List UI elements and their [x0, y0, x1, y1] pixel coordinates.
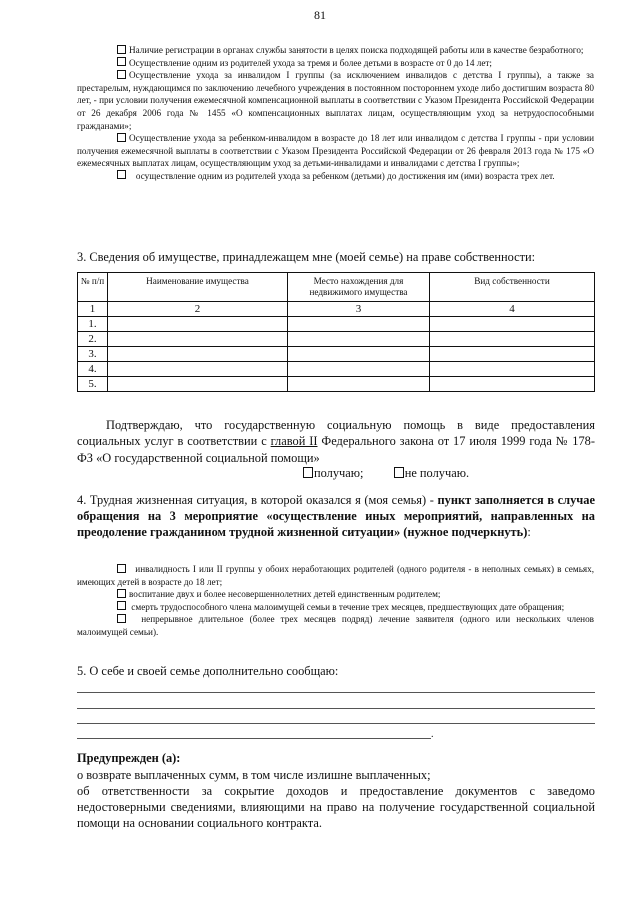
checkbox[interactable] [117, 133, 126, 142]
list-item: Осуществление ухода за инвалидом I группы (за исключением инвалидов с детства I группы), а также за престарелым, нуждающимся по заключению лечебного учреждения в постоянном постороннем уходе либо достигшим возраста 80 лет, - при условии получения ежемесячной компенсационной выплаты в соответствии с Указом Президента Российской Федерации от 26 декабря 2006 года № 1455 «О компенсационных выплатах лицам, осуществляющим уход за нетрудоспособными гражданами»; [77, 70, 594, 131]
list-item: инвалидность I или II группы у обоих неработающих родителей (одного родителя - в неполных семьях) в семьях, имеющих детей в возрасте до 18 лет; [77, 564, 595, 587]
col-index: 3 [288, 302, 430, 317]
col-header-number: № п/п [78, 273, 108, 302]
list-item: Наличие регистрации в органах службы занятости в целях поиска подходящей работы или в качестве безработного; [77, 44, 594, 57]
table-row: 1. [78, 317, 595, 332]
law-chapter-link[interactable]: главой II [270, 434, 318, 449]
section1-checklist [77, 44, 594, 183]
not-receive-checkbox[interactable] [394, 467, 404, 478]
receive-checkbox[interactable] [303, 467, 313, 478]
list-item: Осуществление одним из родителей ухода за тремя и более детьми в возрасте от 0 до 14 лет; [77, 57, 594, 70]
table-cell[interactable] [108, 377, 288, 392]
line-end-mark: . [431, 729, 434, 740]
property-table [77, 272, 595, 392]
checkbox[interactable] [117, 45, 126, 54]
table-cell[interactable] [108, 362, 288, 377]
section4-checklist [77, 563, 594, 639]
col-index: 4 [430, 302, 595, 317]
table-cell[interactable] [108, 317, 288, 332]
confirmation-paragraph: Подтверждаю, что государственную социальную помощь в виде предоставления социальных услуг в соответствии с главой II Федерального закона от 17 июля 1999 года № 178-ФЗ «О государственной социальной помощи» [77, 418, 595, 465]
col-index: 2 [108, 302, 288, 317]
list-item: Осуществление ухода за ребенком-инвалидом в возрасте до 18 лет или инвалидом с детства I группы - при условии получения ежемесячной выплаты в соответствии с Указом Президента Российской Федерации от 26 февраля 2013 года № 175 «О ежемесячных выплатах лицам, осуществляющим уход за детьми-инвалидами и инвалидами с детства I группы»; [77, 133, 594, 169]
checkbox[interactable] [117, 57, 126, 66]
table-cell[interactable] [430, 377, 595, 392]
section4-heading: 4. Трудная жизненная ситуация, в которой оказался я (моя семья) - пункт заполняется в случае обращения на 3 мероприятие «осуществление иных мероприятий, направленных на преодоление гражданином трудной жизненной ситуации» (нужное подчеркнуть): [77, 493, 595, 539]
table-cell[interactable] [288, 362, 430, 377]
col-header-location: Место нахождения для недвижимого имущества [288, 273, 430, 302]
table-cell[interactable] [288, 317, 430, 332]
col-header-ownership: Вид собственности [430, 273, 595, 302]
table-cell[interactable] [430, 362, 595, 377]
section3-heading: 3. Сведения об имуществе, принадлежащем мне (моей семье) на праве собственности: [77, 250, 536, 264]
table-cell[interactable] [108, 347, 288, 362]
table-cell[interactable] [108, 332, 288, 347]
checkbox[interactable] [117, 614, 126, 623]
list-item: осуществление одним из родителей ухода за ребенком (детьми) до достижения им (ими) возраста трех лет. [77, 170, 594, 183]
input-line[interactable] [77, 723, 595, 724]
col-header-name: Наименование имущества [108, 273, 288, 302]
table-cell[interactable] [288, 377, 430, 392]
list-item: непрерывное длительное (более трех месяцев подряд) лечение заявителя (одного или нескольких членов малоимущей семьи). [77, 614, 594, 637]
table-cell[interactable] [288, 347, 430, 362]
table-cell[interactable] [430, 317, 595, 332]
input-line[interactable] [77, 708, 595, 709]
warning-title: Предупрежден (а): [77, 751, 181, 765]
table-row: 4. [78, 362, 595, 377]
input-line[interactable] [77, 692, 595, 693]
checkbox[interactable] [117, 170, 126, 179]
list-item: воспитание двух и более несовершеннолетних детей единственным родителем; [77, 588, 594, 601]
table-row: 5. [78, 377, 595, 392]
checkbox[interactable] [117, 589, 126, 598]
checkbox[interactable] [117, 564, 126, 573]
table-cell[interactable] [288, 332, 430, 347]
table-cell[interactable] [430, 347, 595, 362]
receive-choice: получаю; не получаю. [303, 466, 469, 481]
table-cell[interactable] [430, 332, 595, 347]
list-item: смерть трудоспособного члена малоимущей семьи в течение трех месяцев, предшествующих дате обращения; [77, 601, 594, 614]
page-number: 81 [314, 8, 326, 22]
table-row: 3. [78, 347, 595, 362]
warning-text: о возврате выплаченных сумм, в том числе излишне выплаченных; об ответственности за сокрытие доходов и предоставление документов с заведомо недостоверными сведениями, влияющими на право на получение государственной социальной помощи на основании социального контракта. [77, 768, 595, 830]
checkbox[interactable] [117, 601, 126, 610]
table-row: 2. [78, 332, 595, 347]
input-line[interactable] [77, 738, 431, 739]
section5-heading: 5. О себе и своей семье дополнительно сообщаю: [77, 664, 339, 678]
checkbox[interactable] [117, 70, 126, 79]
col-index: 1 [78, 302, 108, 317]
